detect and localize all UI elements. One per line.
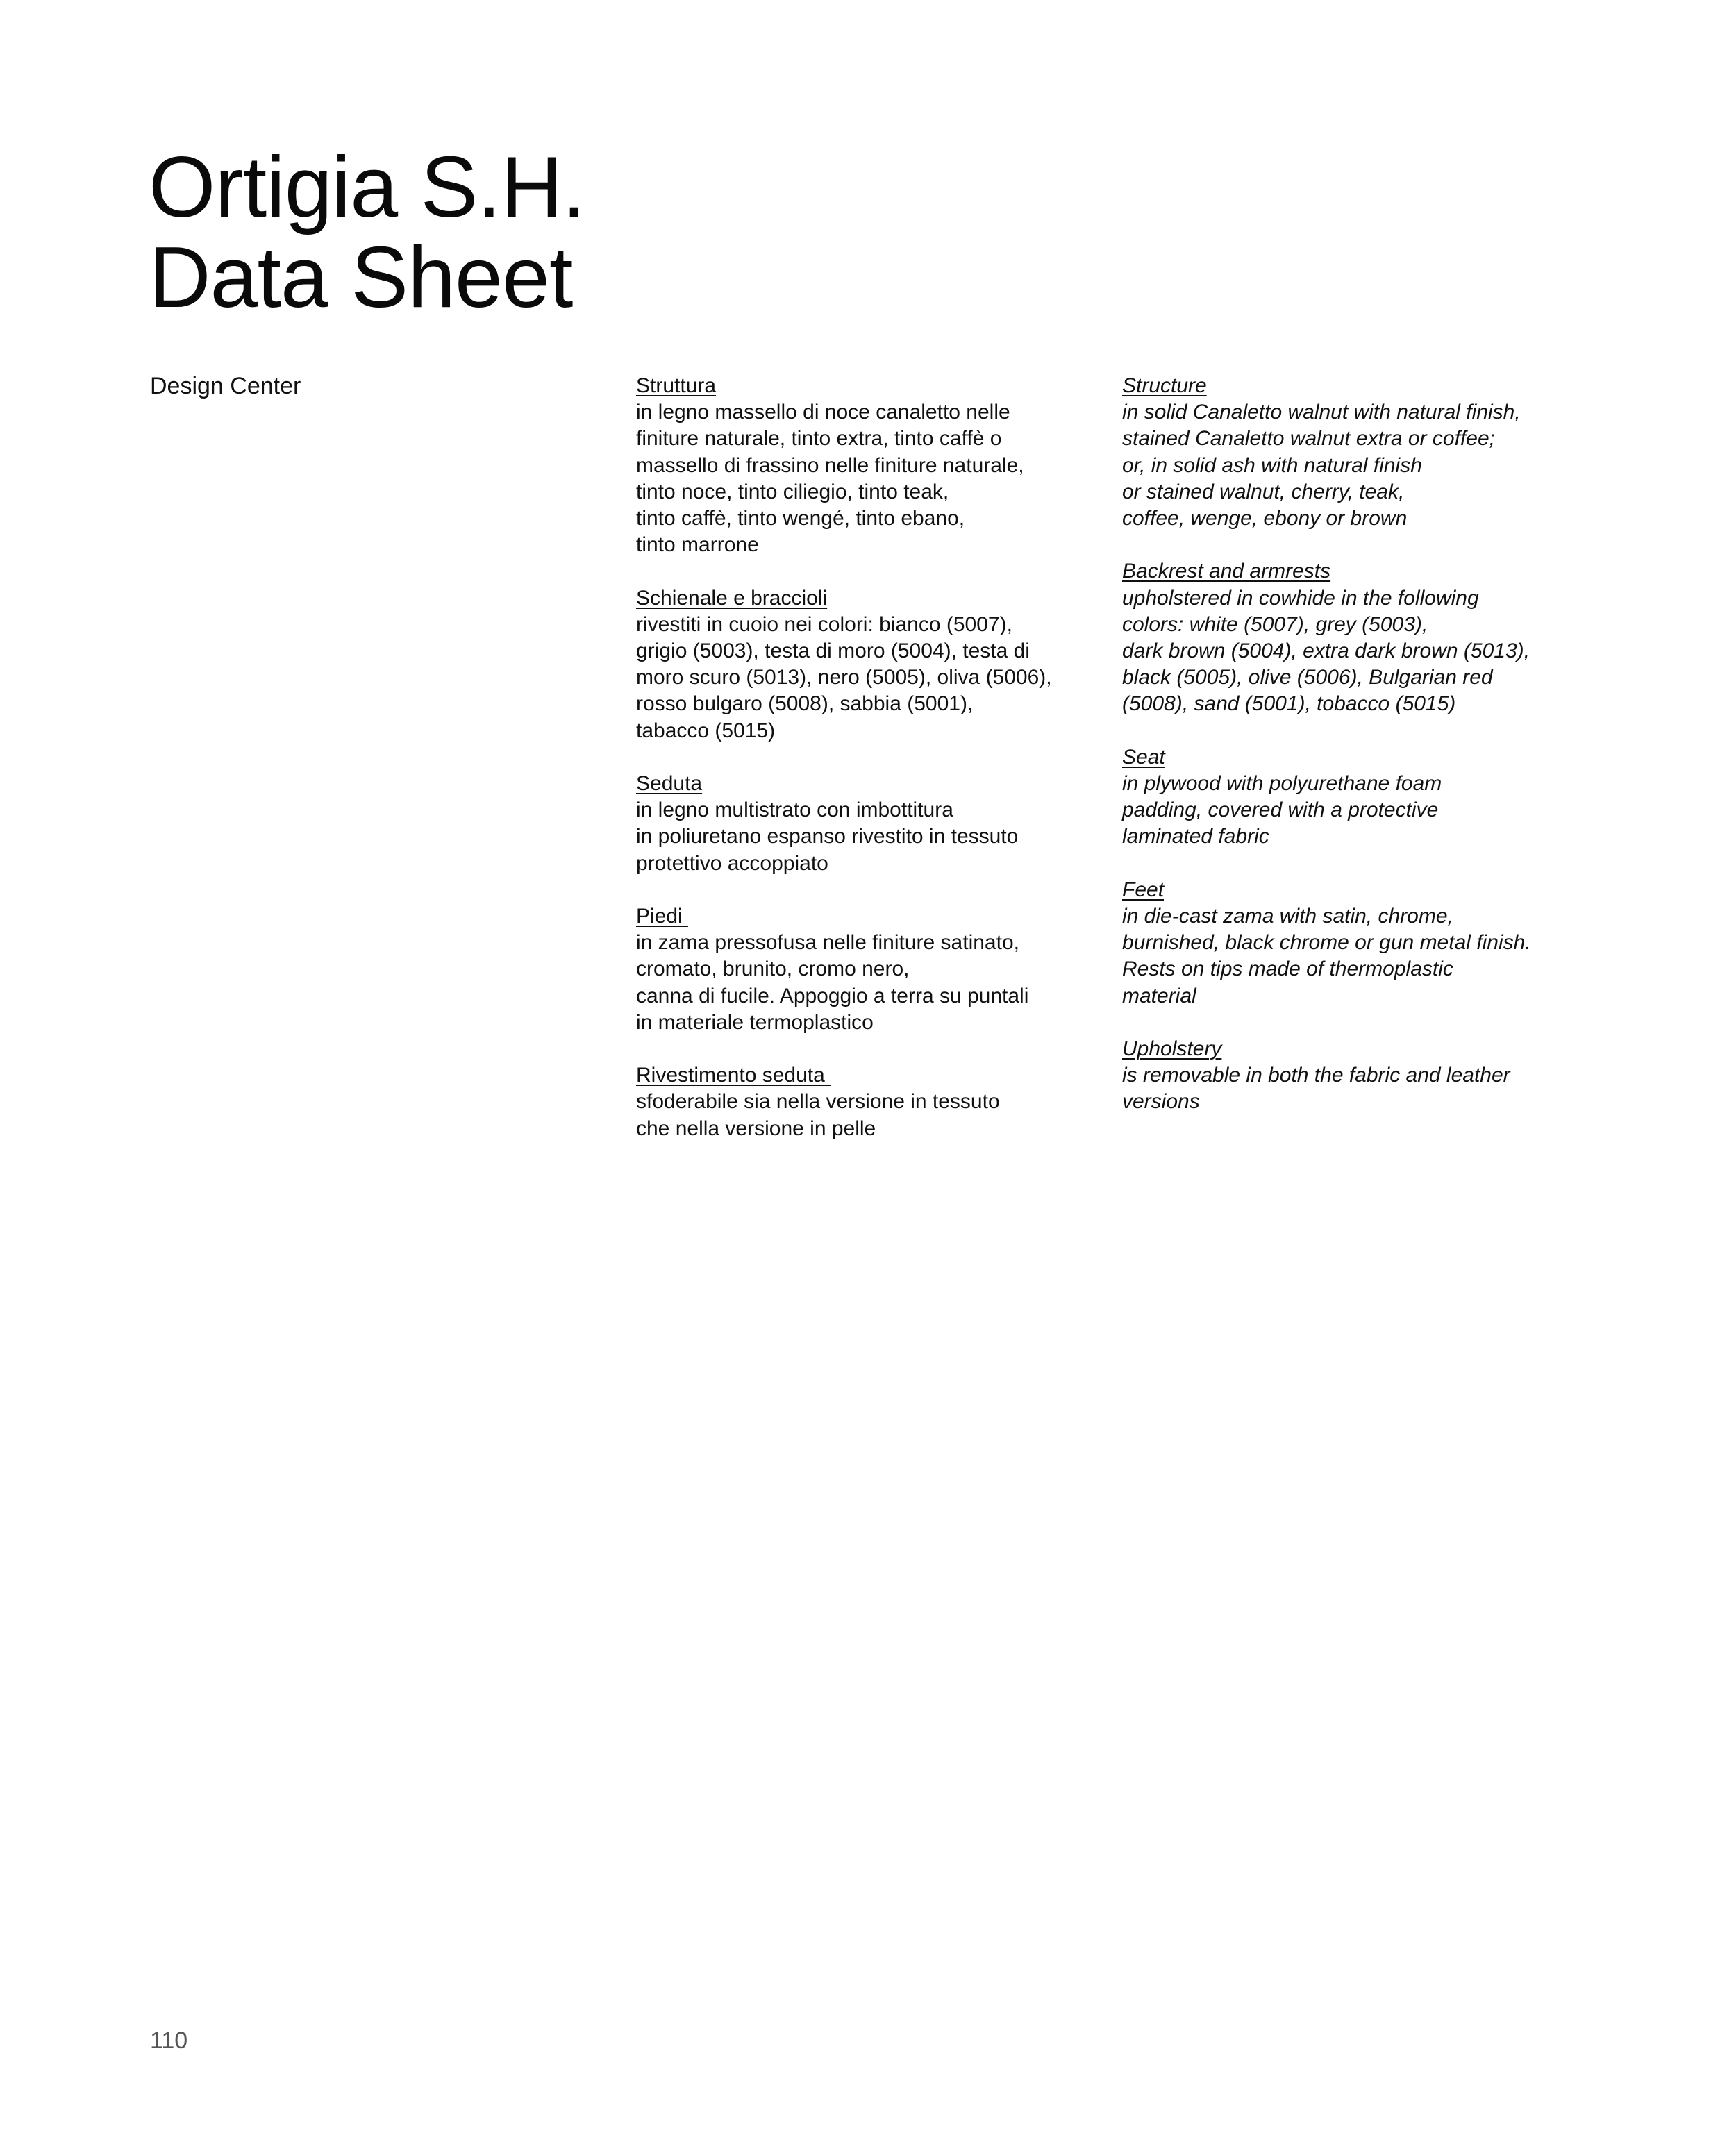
section-body [636, 399, 1094, 558]
spec-section-backrest-and-armrests [1122, 558, 1594, 717]
body-line: colors: white (5007), grey (5003), [1122, 612, 1428, 636]
spec-section-schienale-e-braccioli [636, 585, 1094, 744]
section-heading: Seduta [636, 772, 703, 796]
section-body [636, 797, 1094, 877]
spec-section-structure [1122, 373, 1594, 532]
body-line: massello di frassino nelle finiture naturale, [636, 453, 1024, 477]
page-number: 110 [150, 2027, 188, 2054]
body-line: (5008), sand (5001), tobacco (5015) [1122, 692, 1456, 716]
body-line: canna di fucile. Appoggio a terra su puntali [636, 984, 1029, 1007]
section-body [1122, 399, 1594, 532]
body-line: tinto noce, tinto ciliegio, tinto teak, [636, 480, 949, 503]
spec-section-upholstery [1122, 1036, 1594, 1116]
section-heading: Struttura [636, 374, 717, 397]
section-heading: Schienale e braccioli [636, 586, 828, 610]
body-line: or stained walnut, cherry, teak, [1122, 480, 1405, 503]
title-line-2: Data Sheet [149, 230, 573, 326]
body-line: rivestiti in cuoio nei colori: bianco (5007), [636, 612, 1012, 636]
section-body [1122, 771, 1594, 851]
section-heading: Backrest and armrests [1122, 560, 1331, 583]
section-heading: Structure [1122, 374, 1207, 397]
body-line: laminated fabric [1122, 825, 1269, 848]
body-line: in die-cast zama with satin, chrome, [1122, 905, 1453, 928]
italian-specs-column [636, 373, 1094, 1169]
body-line: tinto marrone [636, 533, 759, 557]
body-line: in legno massello di noce canaletto nelle [636, 401, 1010, 424]
body-line: material [1122, 984, 1196, 1007]
section-heading: Rivestimento seduta [636, 1064, 831, 1087]
body-line: Rests on tips made of thermoplastic [1122, 957, 1453, 981]
page-title [149, 140, 585, 326]
body-line: burnished, black chrome or gun metal finish. [1122, 931, 1531, 955]
body-line: padding, covered with a protective [1122, 798, 1439, 822]
section-body [636, 612, 1094, 744]
body-line: moro scuro (5013), nero (5005), oliva (5006), [636, 666, 1052, 689]
body-line: dark brown (5004), extra dark brown (5013), [1122, 639, 1530, 663]
spec-section-rivestimento-seduta [636, 1062, 1094, 1142]
spec-section-feet [1122, 877, 1594, 1010]
section-body [636, 1089, 1094, 1141]
body-line: coffee, wenge, ebony or brown [1122, 507, 1408, 530]
body-line: stained Canaletto walnut extra or coffee; [1122, 427, 1495, 451]
section-body [636, 930, 1094, 1036]
body-line: versions [1122, 1090, 1200, 1114]
section-body [1122, 903, 1594, 1010]
body-line: in legno multistrato con imbottitura [636, 798, 953, 822]
body-line: tabacco (5015) [636, 719, 776, 742]
spec-section-seduta [636, 771, 1094, 877]
body-line: che nella versione in pelle [636, 1116, 876, 1140]
section-heading: Feet [1122, 878, 1165, 901]
body-line: is removable in both the fabric and leather [1122, 1064, 1510, 1087]
body-line: or, in solid ash with natural finish [1122, 453, 1422, 477]
body-line: in materiale termoplastico [636, 1010, 874, 1034]
body-line: sfoderabile sia nella versione in tessuto [636, 1090, 1000, 1114]
designer-credit: Design Center [150, 373, 301, 399]
body-line: in zama pressofusa nelle finiture satinato, [636, 931, 1019, 955]
body-line: in plywood with polyurethane foam [1122, 772, 1442, 796]
body-line: black (5005), olive (5006), Bulgarian red [1122, 666, 1493, 689]
body-line: tinto caffè, tinto wengé, tinto ebano, [636, 507, 965, 530]
spec-section-seat [1122, 744, 1594, 851]
section-body [1122, 585, 1594, 718]
english-specs-column [1122, 373, 1594, 1142]
section-heading: Upholstery [1122, 1037, 1222, 1061]
spec-section-piedi [636, 903, 1094, 1036]
body-line: finiture naturale, tinto extra, tinto caffè o [636, 427, 1002, 451]
section-heading: Piedi [636, 905, 689, 928]
body-line: cromato, brunito, cromo nero, [636, 957, 910, 981]
section-heading: Seat [1122, 745, 1165, 769]
title-line-1: Ortigia S.H. [149, 140, 585, 235]
spec-section-struttura [636, 373, 1094, 558]
body-line: in poliuretano espanso rivestito in tessuto [636, 825, 1019, 848]
body-line: grigio (5003), testa di moro (5004), testa di [636, 639, 1030, 663]
section-body [1122, 1062, 1594, 1115]
body-line: rosso bulgaro (5008), sabbia (5001), [636, 692, 974, 716]
body-line: in solid Canaletto walnut with natural finish, [1122, 401, 1521, 424]
body-line: upholstered in cowhide in the following [1122, 586, 1479, 610]
body-line: protettivo accoppiato [636, 851, 828, 875]
